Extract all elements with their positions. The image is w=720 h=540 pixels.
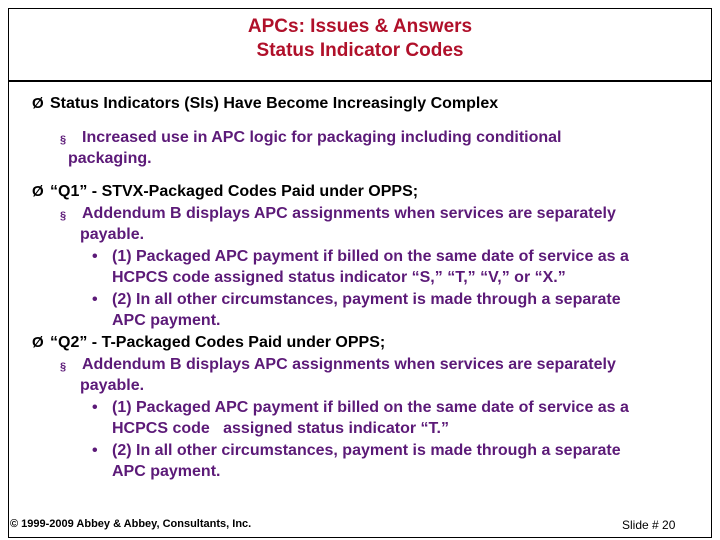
slide-title xyxy=(0,15,720,63)
bullet-text-line-2: payable. xyxy=(80,377,145,394)
bullet-q2-separate-payment xyxy=(92,440,621,482)
title-line-2: Status Indicator Codes xyxy=(256,40,464,61)
arrow-bullet-icon: Ø xyxy=(32,334,44,351)
square-bullet-icon: § xyxy=(60,134,67,146)
bullet-text: “Q2” - T-Packaged Codes Paid under OPPS; xyxy=(50,334,386,351)
dot-bullet-icon: • xyxy=(92,442,98,459)
bullet-q2-addendum-b xyxy=(60,354,616,396)
square-bullet-icon: § xyxy=(60,361,67,373)
bullet-q1 xyxy=(32,181,418,202)
bullet-q2 xyxy=(32,332,385,353)
bullet-text-line-1: (2) In all other circumstances, payment is made through a separate xyxy=(112,291,621,308)
title-divider xyxy=(8,80,712,82)
bullet-packaging-logic xyxy=(60,127,561,169)
arrow-bullet-icon: Ø xyxy=(32,95,44,112)
bullet-text-line-2: APC payment. xyxy=(112,312,221,329)
dot-bullet-icon: • xyxy=(92,248,98,265)
bullet-status-indicators xyxy=(32,93,498,114)
bullet-text-line-1: (1) Packaged APC payment if billed on the same date of service as a xyxy=(112,248,629,265)
bullet-text: “Q1” - STVX-Packaged Codes Paid under OPPS; xyxy=(50,183,419,200)
bullet-text-line-2: HCPCS code assigned status indicator “T.” xyxy=(112,420,449,437)
dot-bullet-icon: • xyxy=(92,291,98,308)
copyright-notice: © 1999-2009 Abbey & Abbey, Consultants, Inc. xyxy=(10,518,252,530)
bullet-q1-separate-payment xyxy=(92,289,621,331)
bullet-text-line-2: HCPCS code assigned status indicator “S,” “T,” “V,” or “X.” xyxy=(112,269,566,286)
bullet-q1-addendum-b xyxy=(60,203,616,245)
dot-bullet-icon: • xyxy=(92,399,98,416)
bullet-text-line-1: Increased use in APC logic for packaging including conditional xyxy=(82,129,562,146)
bullet-text: Status Indicators (SIs) Have Become Increasingly Complex xyxy=(50,95,499,112)
bullet-q1-packaged-payment xyxy=(92,246,629,288)
bullet-text-line-1: (2) In all other circumstances, payment is made through a separate xyxy=(112,442,621,459)
bullet-text-line-1: (1) Packaged APC payment if billed on the same date of service as a xyxy=(112,399,629,416)
bullet-text-line-1: Addendum B displays APC assignments when services are separately xyxy=(82,356,616,373)
bullet-text-line-2: payable. xyxy=(80,226,145,243)
bullet-text-line-2: packaging. xyxy=(68,150,152,167)
bullet-text-line-1: Addendum B displays APC assignments when services are separately xyxy=(82,205,616,222)
slide-number: Slide # 20 xyxy=(622,518,676,532)
bullet-text-line-2: APC payment. xyxy=(112,463,221,480)
title-line-1: APCs: Issues & Answers xyxy=(247,16,473,37)
bullet-q2-packaged-payment xyxy=(92,397,629,439)
square-bullet-icon: § xyxy=(60,210,67,222)
arrow-bullet-icon: Ø xyxy=(32,183,44,200)
